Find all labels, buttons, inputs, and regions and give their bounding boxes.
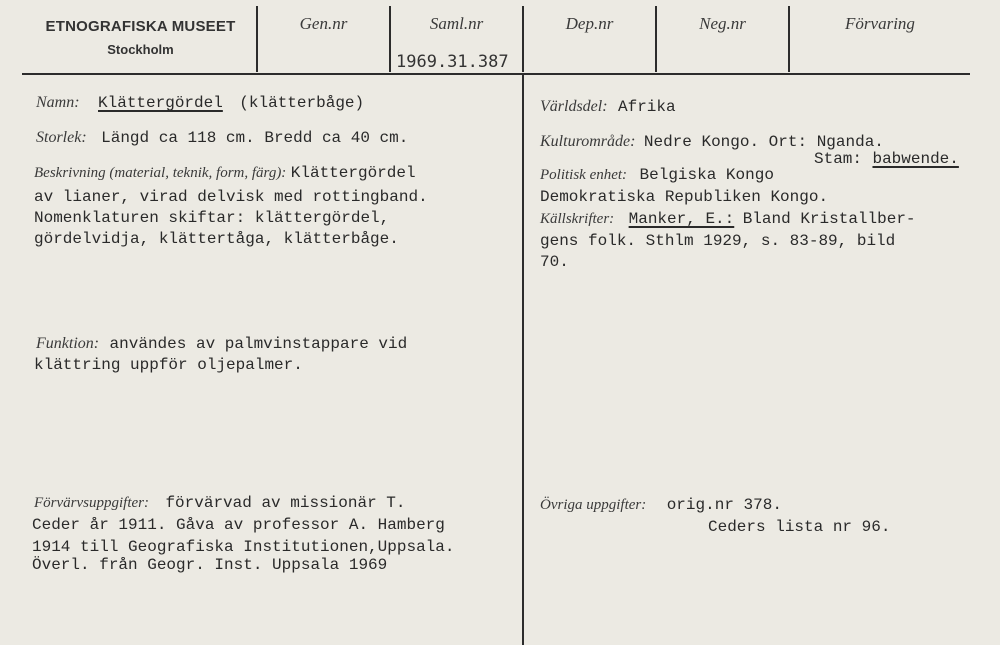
- stam-value: babwende.: [872, 150, 959, 168]
- forvarv-line3: 1914 till Geografiska Institutionen,Uppsala.: [32, 538, 455, 556]
- beskrivning-row: [34, 164, 416, 182]
- forvarv-line2: Ceder år 1911. Gåva av professor A. Hamberg: [32, 516, 445, 534]
- header-dep-nr: Dep.nr: [565, 14, 614, 33]
- namn-row: [36, 94, 364, 112]
- stam-row: [814, 150, 959, 168]
- ovriga-line2: Ceders lista nr 96.: [708, 518, 891, 536]
- kallskrifter-line1: Bland Kristallber-: [742, 210, 916, 228]
- header-neg-nr: Neg.nr: [699, 14, 746, 33]
- forvarv-label: Förvärvsuppgifter:: [34, 495, 149, 511]
- funktion-label: Funktion:: [36, 335, 100, 352]
- beskrivning-line3: Nomenklaturen skiftar: klättergördel,: [34, 209, 390, 227]
- politisk-line2: Demokratiska Republiken Kongo.: [540, 188, 829, 206]
- kultur-value: Nedre Kongo. Ort: Nganda.: [643, 133, 884, 151]
- funktion-row: [36, 335, 407, 353]
- forvarv-line4: Överl. från Geogr. Inst. Uppsala 1969: [32, 556, 388, 574]
- saml-nr-value: 1969.31.387: [396, 52, 509, 72]
- funktion-line1: användes av palmvinstappare vid: [109, 335, 408, 353]
- kallskrifter-label: Källskrifter:: [540, 211, 615, 227]
- kallskrifter-line2: gens folk. Sthlm 1929, s. 83-89, bild: [540, 232, 896, 250]
- kallskrifter-row: [540, 210, 916, 228]
- stam-label: Stam:: [814, 150, 863, 168]
- beskrivning-line4: gördelvidja, klättertåga, klätterbåge.: [34, 230, 399, 248]
- kallskrifter-author: Manker, E.:: [628, 210, 735, 228]
- beskrivning-line1: Klättergördel: [290, 164, 416, 182]
- header-bottom-line: [22, 73, 970, 75]
- ovriga-row: [540, 496, 782, 514]
- kallskrifter-line3: 70.: [540, 253, 569, 271]
- forvarv-row: [34, 494, 405, 512]
- varldsdel-value: Afrika: [618, 98, 676, 116]
- kultur-label: Kulturområde:: [540, 133, 636, 150]
- forvarv-line1: förvärvad av missionär T.: [165, 494, 406, 512]
- varldsdel-row: [540, 98, 676, 116]
- politisk-line1: Belgiska Kongo: [639, 166, 774, 184]
- storlek-label: Storlek:: [36, 129, 87, 146]
- kultur-row: [540, 133, 884, 151]
- museum-city: Stockholm: [107, 42, 174, 57]
- funktion-line2: klättring uppför oljepalmer.: [34, 356, 303, 374]
- politisk-row: [540, 166, 774, 184]
- body-center-divider: [522, 74, 524, 645]
- header-saml-nr: Saml.nr: [429, 14, 484, 33]
- politisk-label: Politisk enhet:: [540, 167, 628, 183]
- header-gen-nr: Gen.nr: [299, 14, 348, 33]
- namn-value: Klättergördel: [98, 94, 223, 112]
- beskrivning-label: Beskrivning (material, teknik, form, färg):: [34, 165, 287, 181]
- namn-label: Namn:: [36, 94, 80, 111]
- ovriga-line1: orig.nr 378.: [666, 496, 782, 514]
- namn-extra: (klätterbåge): [239, 94, 365, 112]
- museum-name: ETNOGRAFISKA MUSEET: [45, 18, 236, 35]
- beskrivning-line2: av lianer, virad delvisk med rottingband.: [34, 188, 428, 206]
- storlek-row: [36, 129, 408, 147]
- ovriga-label: Övriga uppgifter:: [540, 497, 647, 513]
- storlek-value: Längd ca 118 cm. Bredd ca 40 cm.: [101, 129, 409, 147]
- header-forvaring: Förvaring: [845, 14, 915, 33]
- varldsdel-label: Världsdel:: [540, 98, 608, 115]
